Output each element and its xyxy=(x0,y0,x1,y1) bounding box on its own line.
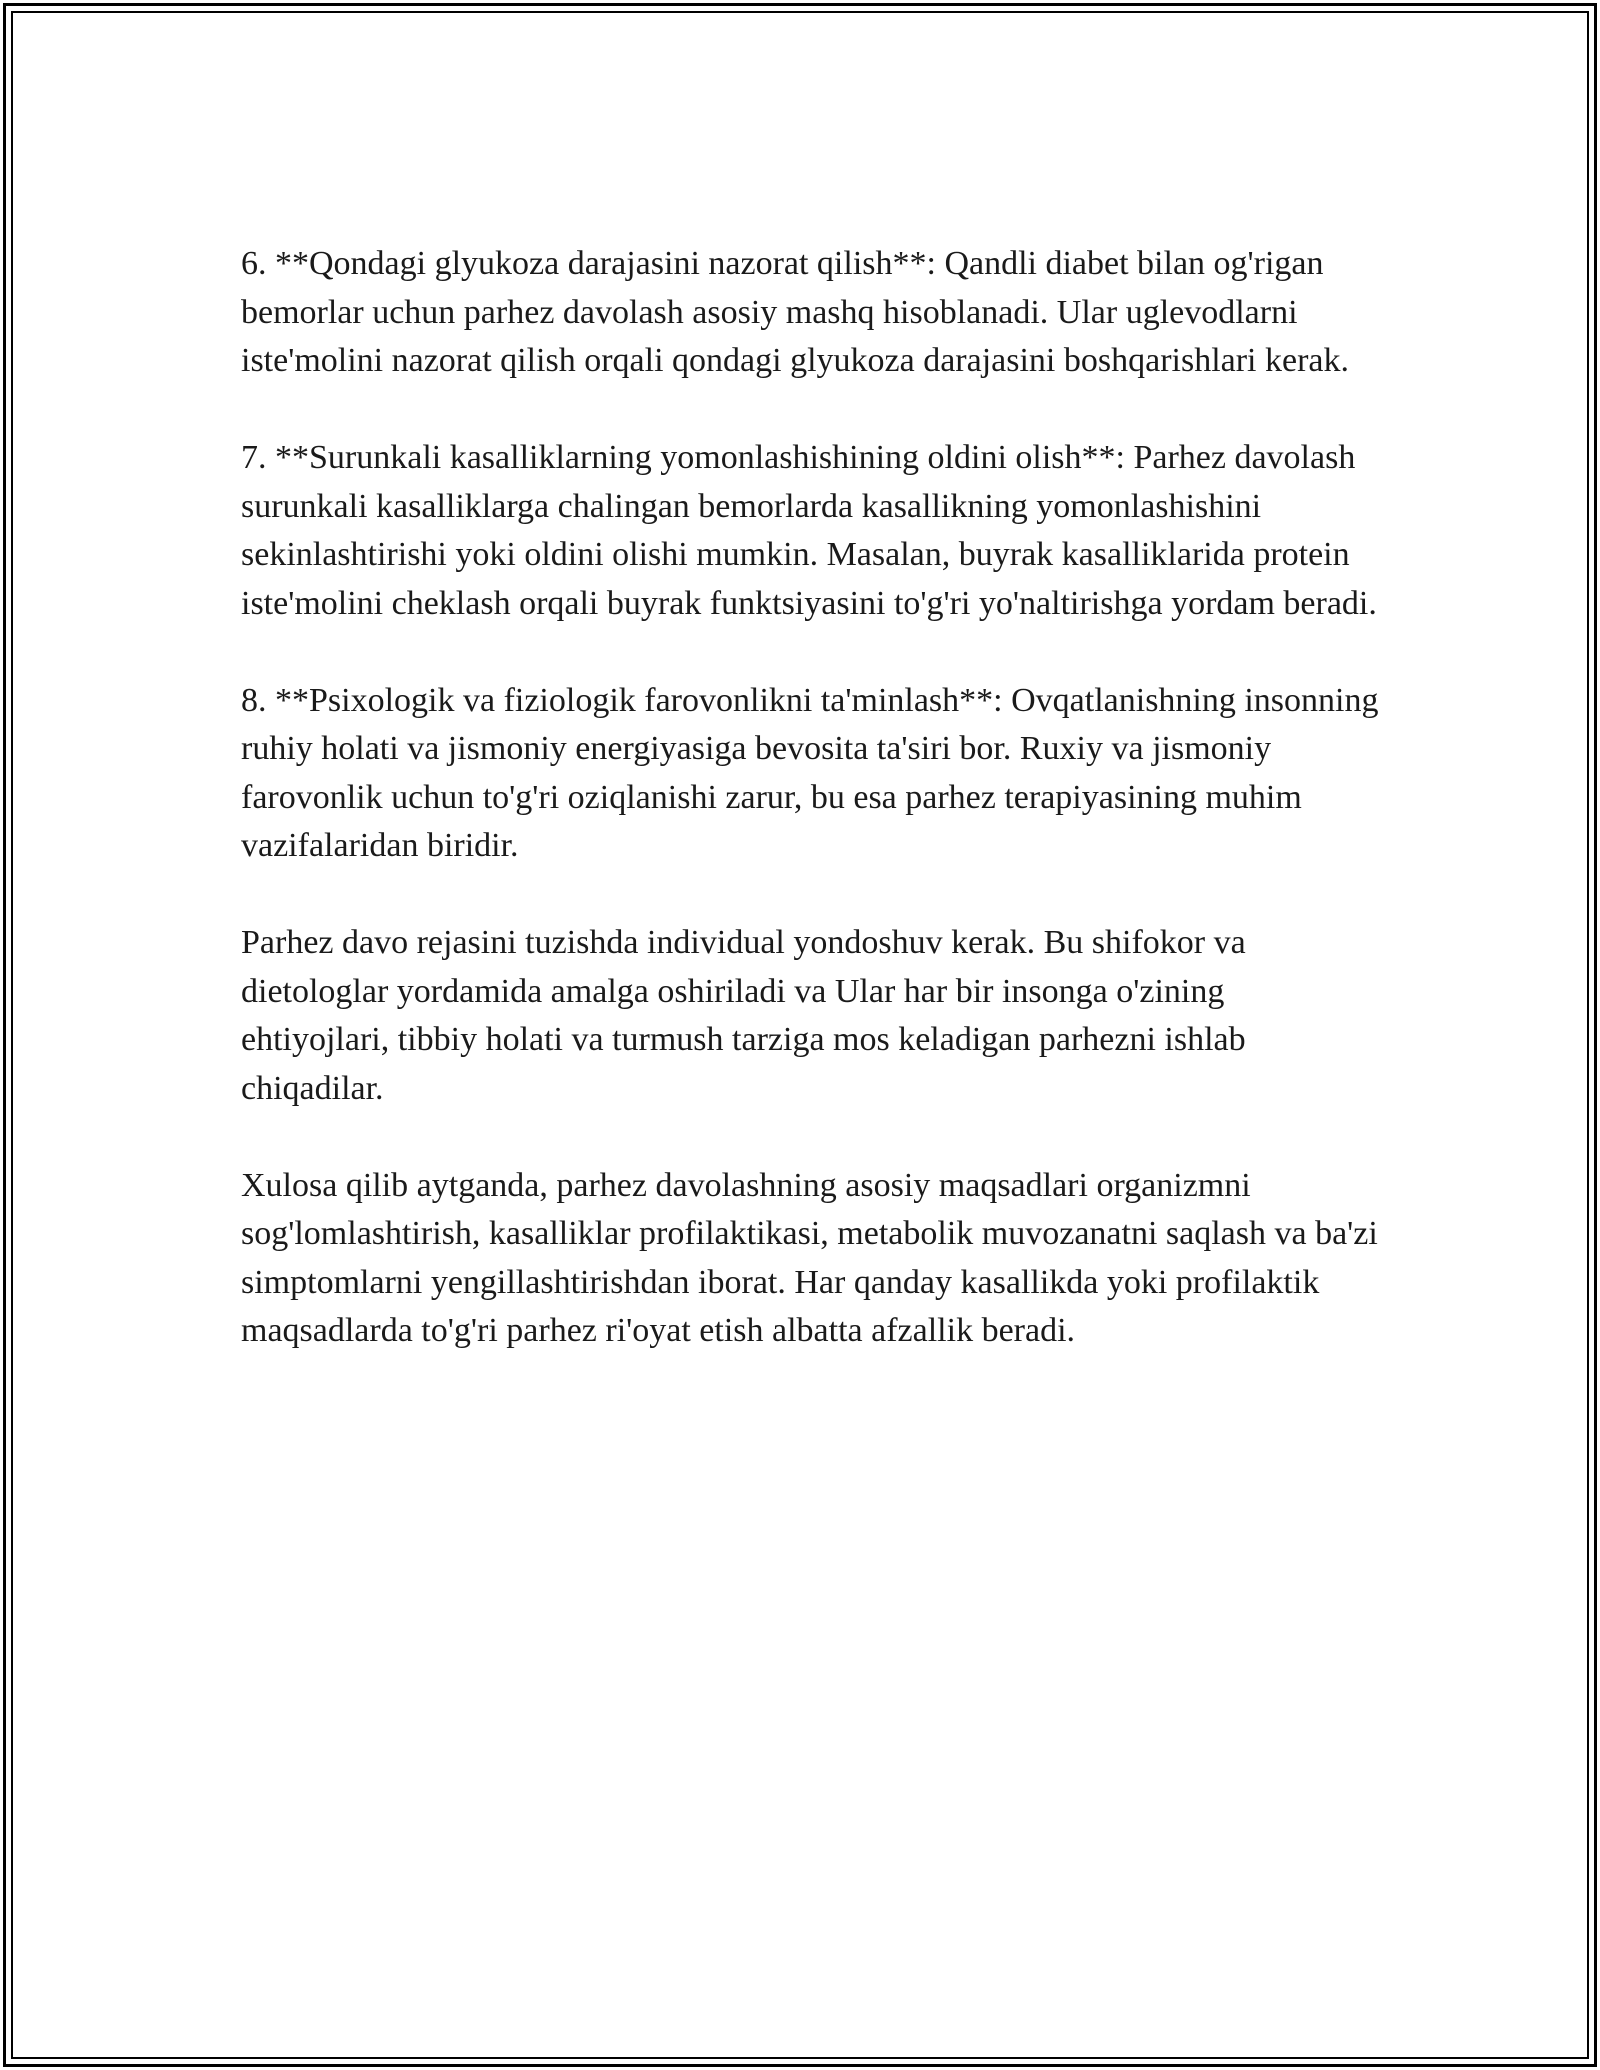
paragraph-item-8: 8. **Psixologik va fiziologik farovonlikni ta'minlash**: Ovqatlanishning insonning ruhiy holati va jismoniy energiyasiga bevosita ta'siri bor. Ruxiy va jismoniy farovonlik uchun to'g'ri oziqlanishi zarur, bu esa parhez terapiyasining muhim vazifalaridan biridir. xyxy=(241,681,1379,864)
paragraph-individual-approach: Parhez davo rejasini tuzishda individual yondoshuv kerak. Bu shifokor va dietologlar yordamida amalga oshiriladi va Ular har bir insonga o'zining ehtiyojlari, tibbiy holati va turmush tarziga mos keladigan parhezni ishlab chiqadilar. xyxy=(241,924,1246,1107)
paragraph-item-7: 7. **Surunkali kasalliklarning yomonlashishining oldini olish**: Parhez davolash surunkali kasalliklarga chalingan bemorlarda kasallikning yomonlashishini sekinlashtirishi yoki oldini olishi mumkin. Masalan, buyrak kasalliklarida protein iste'molini cheklash orqali buyrak funktsiyasini to'g'ri yo'naltirishga yordam beradi. xyxy=(241,439,1377,622)
paragraph-item-6: 6. **Qondagi glyukoza darajasini nazorat qilish**: Qandli diabet bilan og'rigan bemorlar uchun parhez davolash asosiy mashq hisoblanadi. Ular uglevodlarni iste'molini nazorat qilish orqali qondagi glyukoza darajasini boshqarishlari kerak. xyxy=(241,245,1350,379)
page-frame xyxy=(3,3,1597,2067)
document-body xyxy=(241,240,1381,1356)
paragraph-conclusion: Xulosa qilib aytganda, parhez davolashning asosiy maqsadlari organizmni sog'lomlashtirish, kasalliklar profilaktikasi, metabolik muvozanatni saqlash va ba'zi simptomlarni yengillashtirishdan iborat. Har qanday kasallikda yoki profilaktik maqsadlarda to'g'ri parhez ri'oyat etish albatta afzallik beradi. xyxy=(241,1166,1378,1349)
